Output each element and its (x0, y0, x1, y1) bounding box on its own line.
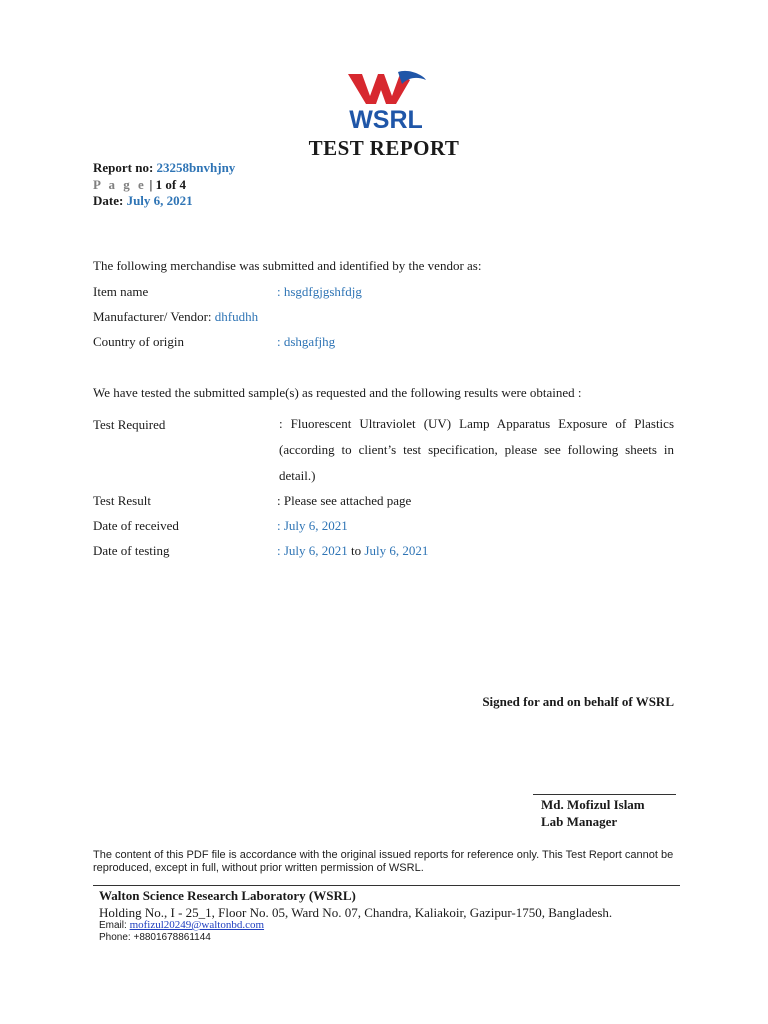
test-result-value: : Please see attached page (277, 493, 412, 508)
manufacturer-value: dhfudhh (214, 309, 259, 324)
logo-text: WSRL (349, 106, 423, 132)
date-label: Date: (93, 193, 124, 208)
test-required-label: Test Required (93, 417, 166, 432)
date-testing-row (277, 543, 428, 559)
report-number-value: 23258bnvhjny (156, 160, 236, 175)
page-number-row (93, 177, 186, 193)
signer-name: Md. Mofizul Islam (541, 797, 645, 812)
item-name-label: Item name (93, 284, 149, 299)
report-number-label: Report no: (93, 160, 154, 175)
date-testing-label: Date of testing (93, 543, 170, 558)
date-received-value: : July 6, 2021 (277, 518, 348, 533)
country-value: : dshgafjhg (277, 334, 336, 349)
date-testing-from: : July 6, 2021 (277, 543, 348, 558)
signature-line (533, 794, 676, 795)
page-title: TEST REPORT (308, 136, 460, 160)
test-result-label: Test Result (93, 493, 151, 508)
page-label: P a g e (93, 177, 147, 192)
report-number-row (93, 160, 235, 176)
signed-for-text: Signed for and on behalf of WSRL (482, 694, 674, 709)
test-required-value: : Fluorescent Ultraviolet (UV) Lamp Apparatus Exposure of Plastics (according to client’s test specification, please see following sheets in detail.) (279, 416, 674, 483)
testing-intro: We have tested the submitted sample(s) as requested and the following results were obtained : (93, 385, 582, 400)
manufacturer-label: Manufacturer/ Vendor: (93, 309, 212, 324)
page-value: | 1 of 4 (146, 177, 186, 192)
date-row (93, 193, 193, 209)
lab-email-row (99, 919, 264, 931)
disclaimer: The content of this PDF file is accordance with the original issued reports for reference only. This Test Report cannot be reproduced, except in full, without prior written permission of WSRL. (93, 849, 674, 874)
date-testing-to: July 6, 2021 (364, 543, 429, 558)
logo-emblem-icon (348, 71, 426, 104)
email-link[interactable]: mofizul20249@waltonbd.com (129, 919, 265, 931)
manufacturer-row (93, 309, 258, 325)
email-label: Email: (99, 920, 130, 931)
country-label: Country of origin (93, 334, 184, 349)
lab-name: Walton Science Research Laboratory (WSRL) (99, 888, 356, 903)
lab-phone: Phone: +8801678861144 (99, 932, 211, 943)
signer-title: Lab Manager (541, 814, 618, 829)
date-received-label: Date of received (93, 518, 179, 533)
date-testing-to-word: to (347, 543, 365, 558)
wsrl-logo (340, 70, 432, 132)
item-name-value: : hsgdfgjgshfdjg (277, 284, 362, 299)
merchandise-intro: The following merchandise was submitted and identified by the vendor as: (93, 258, 482, 273)
lab-address: Holding No., I - 25_1, Floor No. 05, Ward No. 07, Chandra, Kaliakoir, Gazipur-1750, Bangladesh. (99, 905, 613, 920)
footer-divider (93, 885, 680, 886)
date-value: July 6, 2021 (126, 193, 193, 208)
